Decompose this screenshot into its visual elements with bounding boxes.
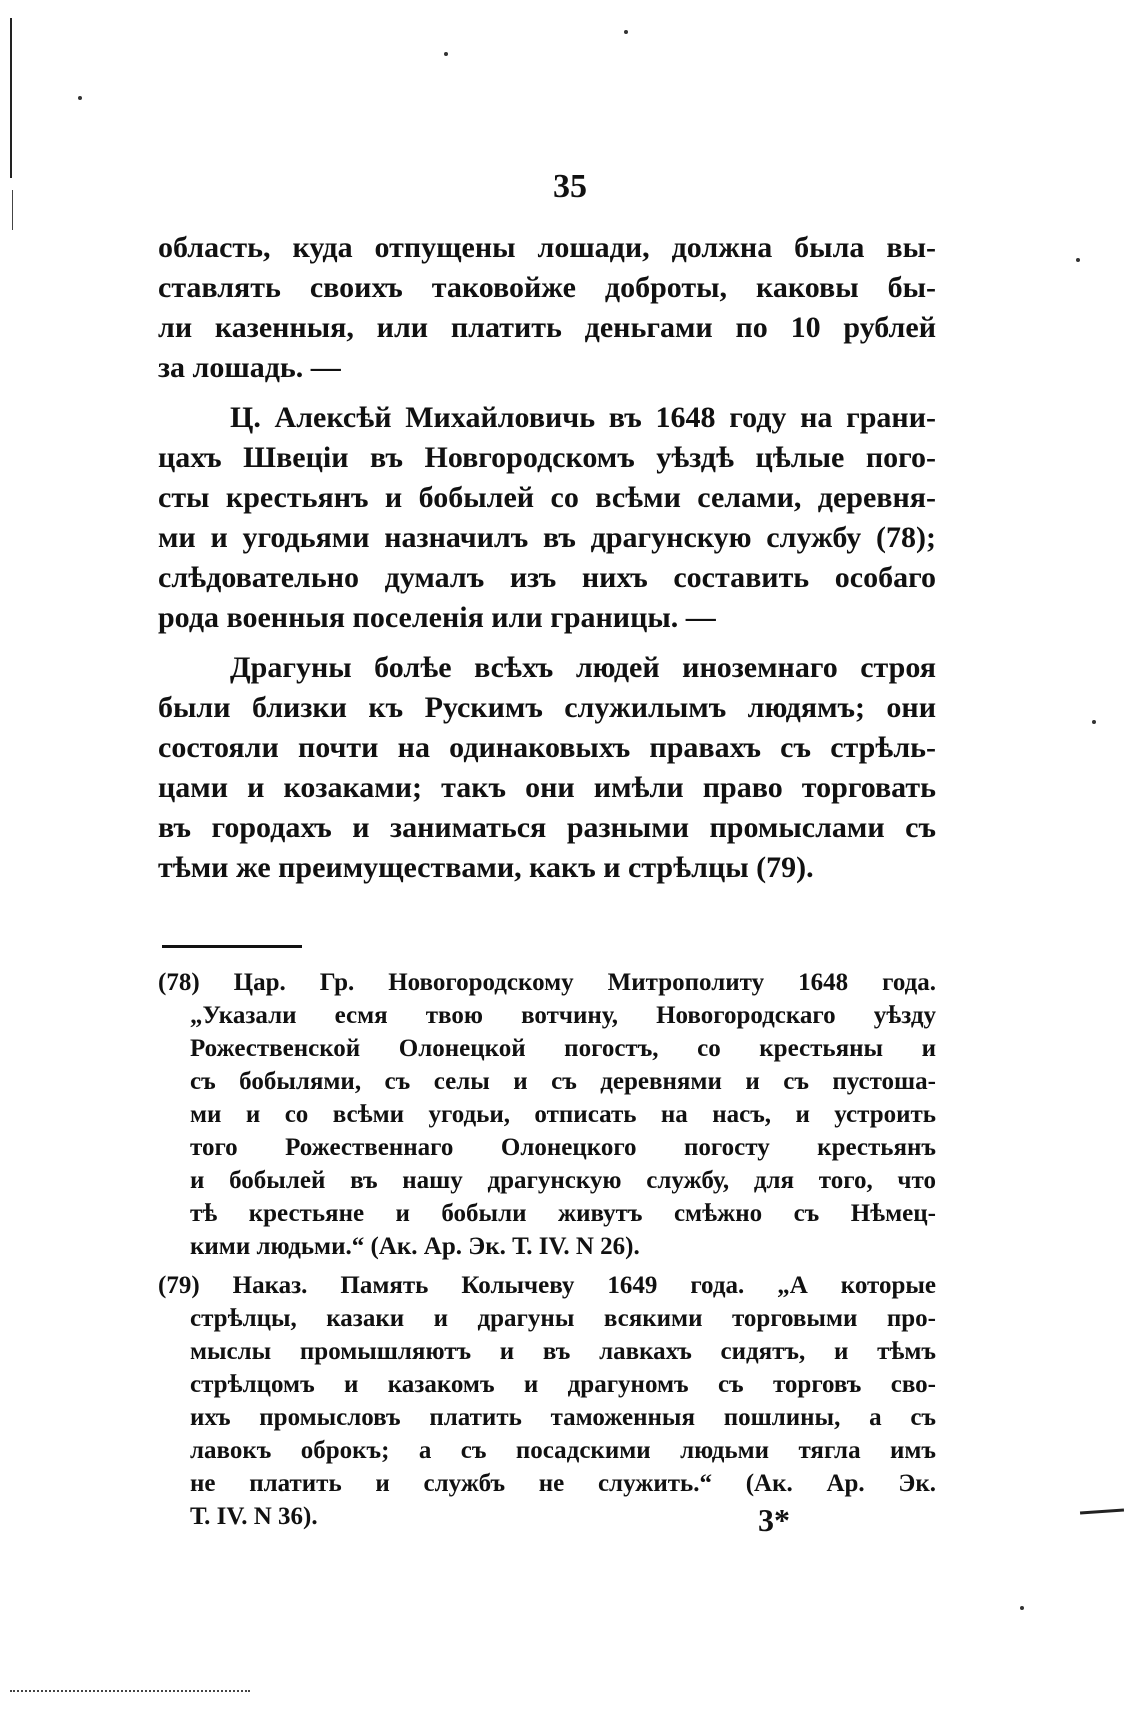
footnote-line: тѣ крестьяне и бобыли живутъ смѣжно съ Нѣмец- — [190, 1200, 936, 1227]
footnote-line: Рожественской Олонецкой погостъ, со крестьяны и — [190, 1035, 936, 1062]
footnote-line: кими людьми.“ (Ак. Ар. Эк. Т. IV. N 26). — [190, 1233, 640, 1260]
footnote-line: и бобылей въ нашу драгунскую службу, для того, что — [190, 1167, 936, 1194]
text-line: въ городахъ и заниматься разными промыслами съ — [158, 811, 936, 844]
footnote-line: съ бобылями, съ селы и съ деревнями и съ пустоша- — [190, 1068, 936, 1095]
text-line: состояли почти на одинаковыхъ правахъ съ стрѣль- — [158, 731, 936, 764]
footnote-line: лавокъ оброкъ; а съ посадскими людьми тягла имъ — [190, 1437, 936, 1464]
text-line: за лошадь. — — [158, 351, 341, 384]
text-line: область, куда отпущены лошади, должна была вы- — [158, 231, 936, 264]
text-line: ставлять своихъ таковойже доброты, каковы бы- — [158, 271, 936, 304]
text-line: Драгуны болѣе всѣхъ людей иноземнаго строя — [230, 651, 936, 684]
text-line: цами и козаками; такъ они имѣли право торговать — [158, 771, 936, 804]
scan-speck — [444, 52, 448, 56]
footnote-line: стрѣлцы, казаки и драгуны всякими торговыми про- — [190, 1305, 936, 1332]
page-number: 35 — [553, 168, 587, 205]
footnote-line: (78) Цар. Гр. Новогородскому Митрополиту 1648 года. — [158, 969, 936, 996]
scan-edge-mark — [10, 1690, 250, 1694]
footnotes — [158, 966, 936, 1533]
footnote-line: Т. IV. N 36). — [190, 1503, 318, 1530]
footnote-line: не платить и службъ не служить.“ (Ак. Ар. Эк. — [190, 1470, 936, 1497]
text-line: ли казенныя, или платить деньгами по 10 рублей — [158, 311, 936, 344]
paragraph — [158, 648, 936, 888]
signature-mark: 3* — [758, 1502, 790, 1538]
scan-edge-mark — [12, 190, 13, 230]
text-line: цахъ Швеціи въ Новгородскомъ уѣздѣ цѣлые пого- — [158, 441, 936, 474]
footnote-separator — [162, 945, 302, 948]
footnote-79 — [158, 1269, 936, 1533]
text-line: Ц. Алексѣй Михайловичь въ 1648 году на грани- — [230, 401, 936, 434]
scan-speck — [1092, 720, 1096, 724]
footnote-line: (79) Наказ. Память Колычеву 1649 года. „А которые — [158, 1272, 936, 1299]
text-line: тѣми же преимуществами, какъ и стрѣлцы (79). — [158, 851, 814, 884]
scan-speck — [78, 96, 82, 100]
text-line: были близки къ Рускимъ служилымъ людямъ; они — [158, 691, 936, 724]
main-text — [158, 228, 936, 888]
paragraph — [158, 228, 936, 388]
text-line: рода военныя поселенія или границы. — — [158, 601, 716, 634]
scan-speck — [1020, 1606, 1024, 1610]
footnote-line: ми и со всѣми угодьи, отписать на насъ, и устроить — [190, 1101, 936, 1128]
text-line: ми и угодьями назначилъ въ драгунскую службу (78); — [158, 521, 936, 554]
scan-speck — [1076, 258, 1080, 262]
scan-edge-mark — [10, 18, 12, 178]
scan-speck — [624, 30, 628, 34]
footnote-line: ихъ промысловъ платить таможенныя пошлины, а съ — [190, 1404, 936, 1431]
scan-edge-mark — [1080, 1508, 1124, 1514]
text-line: слѣдовательно думалъ изъ нихъ составить особаго — [158, 561, 936, 594]
paragraph — [158, 398, 936, 638]
footnote-line: стрѣлцомъ и казакомъ и драгуномъ съ торговъ сво- — [190, 1371, 936, 1398]
footnote-line: того Рожественнаго Олонецкого погосту крестьянъ — [190, 1134, 936, 1161]
footnote-line: мыслы промышляютъ и въ лавкахъ сидятъ, и тѣмъ — [190, 1338, 936, 1365]
footnote-78 — [158, 966, 936, 1263]
footnote-line: „Указали есмя твою вотчину, Новогородскаго уѣзду — [190, 1002, 936, 1029]
text-line: сты крестьянъ и бобылей со всѣми селами, деревня- — [158, 481, 936, 514]
